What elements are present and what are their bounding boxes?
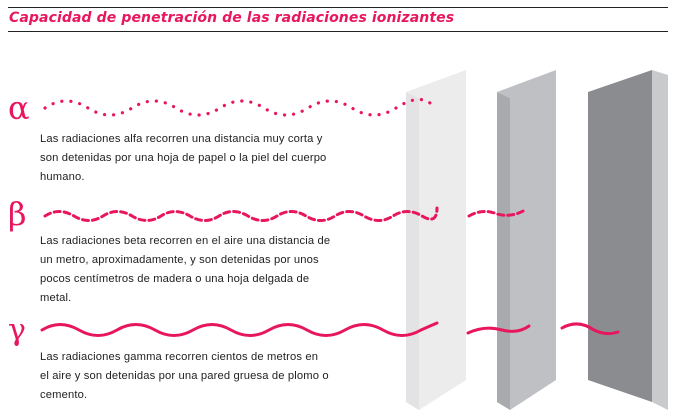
beta-ray bbox=[45, 208, 437, 221]
barrier-paper bbox=[406, 70, 466, 410]
gamma-symbol: γ bbox=[8, 313, 26, 348]
alpha-ray bbox=[45, 99, 430, 115]
barrier-wood-side bbox=[497, 92, 510, 410]
barrier-metal-front bbox=[588, 70, 652, 402]
alpha-symbol: α bbox=[8, 89, 30, 127]
gamma-ray bbox=[42, 323, 437, 336]
page-title: Capacidad de penetración de las radiaciones ionizantes bbox=[9, 10, 455, 26]
barrier-metal-side bbox=[652, 70, 668, 410]
beta-symbol: β bbox=[8, 195, 27, 233]
barrier-paper-side bbox=[406, 92, 419, 410]
barrier-wood bbox=[497, 70, 556, 410]
barrier-metal bbox=[588, 70, 668, 410]
alpha-description: Las radiaciones alfa recorren una distancia muy corta y son detenidas por una hoja de papel o la piel del cuerpo humano. bbox=[40, 133, 327, 183]
gamma-description: Las radiaciones gamma recorren cientos de metros en el aire y son detenidas por una pared gruesa de plomo o cemento. bbox=[40, 351, 329, 401]
beta-description: Las radiaciones beta recorren en el aire una distancia de un metro, aproximadamente, y son detenidas por unos pocos centímetros de madera o una hoja delgada de metal. bbox=[40, 235, 331, 304]
